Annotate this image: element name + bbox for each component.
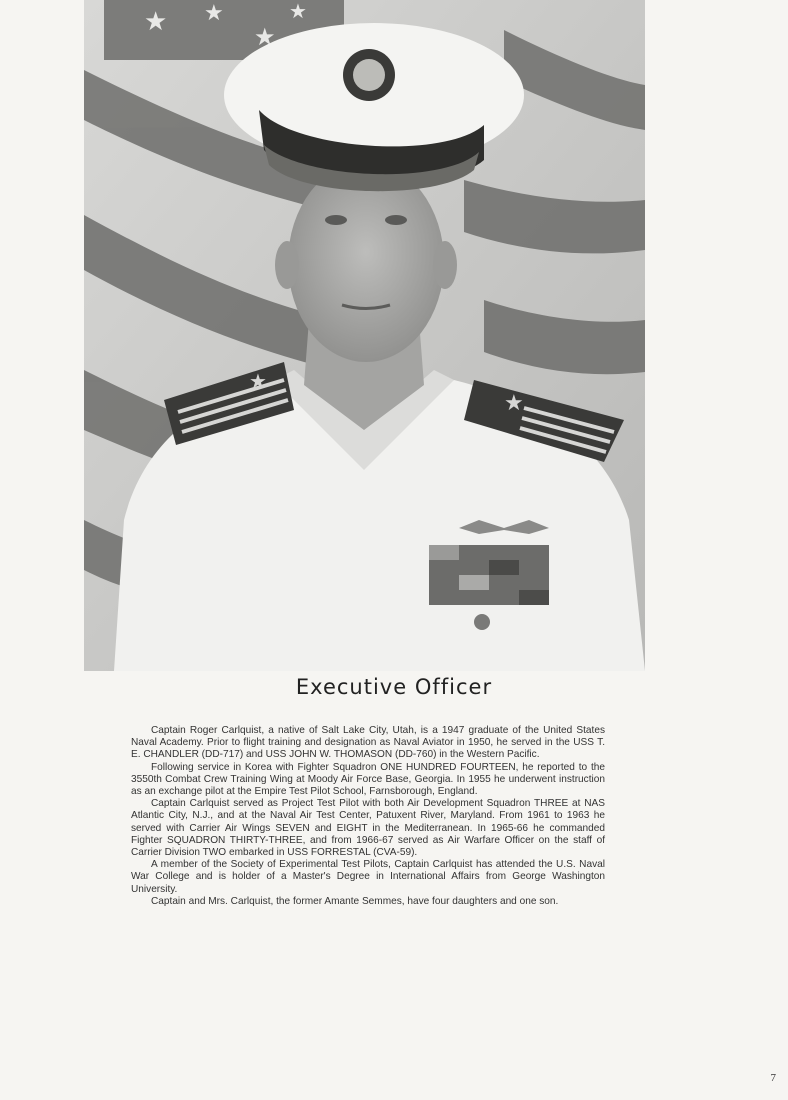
biography-text <box>131 725 605 908</box>
bio-paragraph: A member of the Society of Experimental Test Pilots, Captain Carlquist has attended the U.S. Naval War College and is holder of a Master's Degree in International Affairs from George Washington University. <box>131 859 605 895</box>
svg-text:★: ★ <box>144 7 168 37</box>
svg-text:★: ★ <box>289 0 307 23</box>
officer-portrait-photo <box>84 0 645 671</box>
page-title: Executive Officer <box>295 675 493 699</box>
bio-paragraph: Captain Roger Carlquist, a native of Salt Lake City, Utah, is a 1947 graduate of the United States Naval Academy. Prior to flight training and designation as Naval Aviator in 1950, he served in the USS T. E. CHANDLER (DD-717) and USS JOHN W. THOMASON (DD-760) in the Western Pacific. <box>131 725 605 761</box>
page-number: 7 <box>770 1072 776 1084</box>
svg-text:★: ★ <box>504 391 524 416</box>
svg-text:★: ★ <box>204 1 224 26</box>
svg-text:★: ★ <box>254 23 276 51</box>
svg-text:★: ★ <box>249 369 267 393</box>
portrait-illustration <box>84 0 645 671</box>
bio-paragraph: Captain and Mrs. Carlquist, the former Amante Semmes, have four daughters and one son. <box>151 895 559 907</box>
bio-paragraph: Following service in Korea with Fighter Squadron ONE HUNDRED FOURTEEN, he reported to the 3550th Combat Crew Training Wing at Moody Air Force Base, Georgia. In 1955 he underwent instruction as an exchange pilot at the Empire Test Pilot School, Farnsborough, England. <box>131 761 605 798</box>
bio-paragraph: Captain Carlquist served as Project Test Pilot with both Air Development Squadron THREE at NAS Atlantic City, N.J., and at the Naval Air Test Center, Patuxent River, Maryland. From 1961 to 1963 he served with Carrier Air Wings SEVEN and EIGHT in the Mediterranean. In 1965-66 he commanded Fighter SQUADRON THIRTY-THREE, and from 1966-67 served as Air Warfare Officer on the staff of Carrier Division TWO embarked in USS FORRESTAL (CVA-59). <box>131 798 605 859</box>
face <box>288 162 444 362</box>
